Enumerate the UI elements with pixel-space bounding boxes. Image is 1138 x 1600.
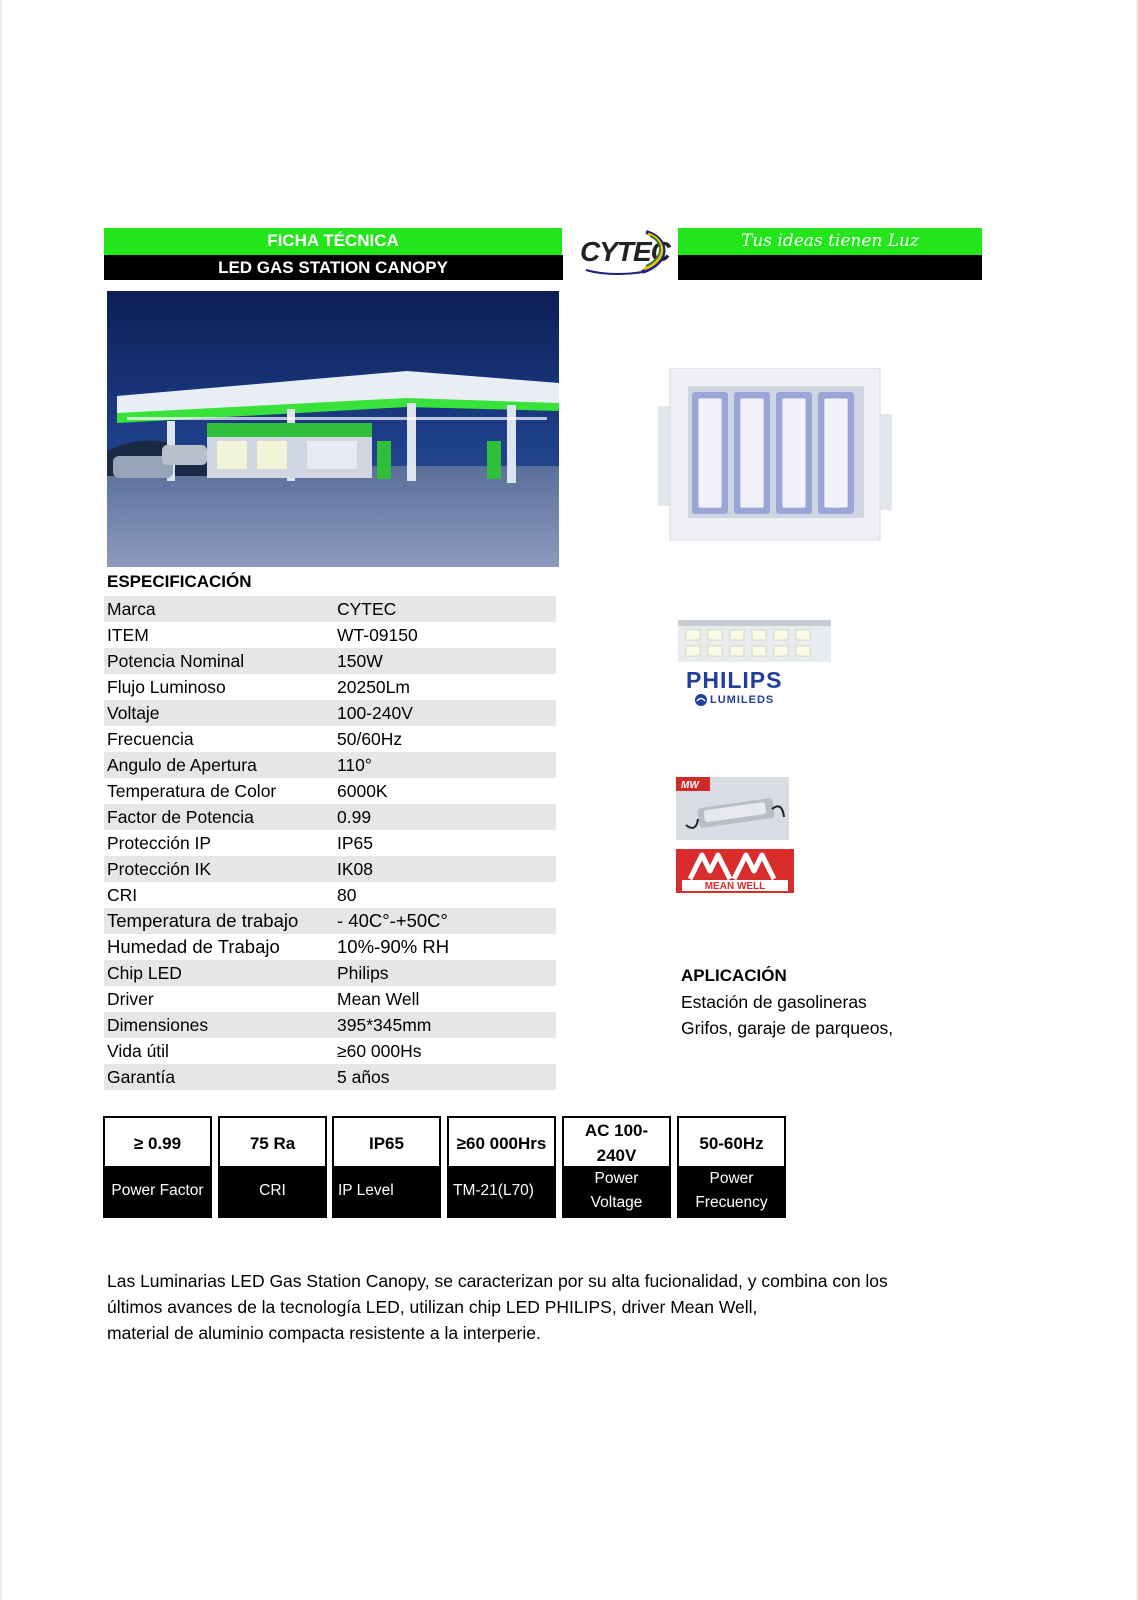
spec-value: WT-09150 bbox=[337, 624, 418, 645]
lumileds-icon bbox=[694, 693, 708, 707]
spec-value: CYTEC bbox=[337, 598, 397, 619]
lumileds-logo: LUMILEDS bbox=[710, 694, 775, 706]
meanwell-logo bbox=[676, 849, 794, 893]
logo-swoosh-icon bbox=[576, 224, 676, 276]
spec-label: Angulo de Apertura bbox=[107, 754, 257, 775]
spec-label: Protección IK bbox=[107, 858, 212, 879]
spec-row bbox=[104, 622, 556, 648]
description-line: Las Luminarias LED Gas Station Canopy, se caracterizan por su alta fucionalidad, y combina con los bbox=[107, 1271, 888, 1291]
spec-row bbox=[104, 986, 556, 1012]
header-black-band-right bbox=[678, 255, 982, 280]
spec-label: Chip LED bbox=[107, 962, 182, 983]
badge-cri bbox=[218, 1116, 327, 1218]
badge-value: 50-60Hz bbox=[679, 1118, 784, 1168]
spec-value: IP65 bbox=[337, 832, 373, 853]
spec-value: 395*345mm bbox=[337, 1014, 432, 1035]
spec-value: 0.99 bbox=[337, 806, 372, 827]
badge-caption: IP Level bbox=[334, 1166, 439, 1216]
badge-ip-level bbox=[332, 1116, 441, 1218]
spec-value: - 40C°-+50C° bbox=[337, 910, 448, 931]
spec-row bbox=[104, 674, 556, 700]
badge-frequency bbox=[677, 1116, 786, 1218]
product-luminaire-image bbox=[654, 368, 894, 544]
application-line: Grifos, garaje de parqueos, bbox=[681, 1018, 894, 1038]
spec-label: Vida útil bbox=[107, 1040, 169, 1061]
spec-value: 20250Lm bbox=[337, 676, 410, 697]
badge-value: 75 Ra bbox=[220, 1118, 325, 1168]
spec-label: Flujo Luminoso bbox=[107, 676, 226, 697]
spec-label: Driver bbox=[107, 988, 154, 1009]
spec-value: 5 años bbox=[337, 1066, 390, 1087]
spec-row bbox=[104, 1064, 556, 1090]
spec-label: Frecuencia bbox=[107, 728, 194, 749]
spec-row bbox=[104, 830, 556, 856]
spec-label: CRI bbox=[107, 884, 138, 905]
brand-slogan: Tus ideas tienen Luz bbox=[741, 231, 919, 251]
spec-row bbox=[104, 856, 556, 882]
cytec-logo bbox=[576, 224, 676, 276]
philips-logo: PHILIPS bbox=[686, 667, 783, 693]
badge-caption: Power Voltage bbox=[564, 1166, 669, 1216]
badge-value: AC 100-240V bbox=[564, 1118, 669, 1168]
meanwell-driver-image bbox=[676, 777, 789, 840]
badge-voltage bbox=[562, 1116, 671, 1218]
spec-label: Temperatura de Color bbox=[107, 780, 277, 801]
badge-value: IP65 bbox=[334, 1118, 439, 1168]
spec-table bbox=[104, 596, 556, 1090]
spec-label: Marca bbox=[107, 598, 156, 619]
spec-value: IK08 bbox=[337, 858, 373, 879]
badge-caption: Power Frecuency bbox=[679, 1166, 784, 1216]
spec-value: 80 bbox=[337, 884, 357, 905]
spec-label: Garantía bbox=[107, 1066, 176, 1087]
spec-row bbox=[104, 960, 556, 986]
spec-row bbox=[104, 804, 556, 830]
spec-label: Factor de Potencia bbox=[107, 806, 254, 827]
spec-value: 110° bbox=[337, 754, 372, 775]
spec-row bbox=[104, 752, 556, 778]
badge-caption: TM-21(L70) bbox=[449, 1166, 554, 1216]
spec-row bbox=[104, 1038, 556, 1064]
spec-row bbox=[104, 1012, 556, 1038]
product-description bbox=[107, 1268, 927, 1346]
spec-row bbox=[104, 908, 556, 934]
description-line: material de aluminio compacta resistente a la interperie. bbox=[107, 1323, 541, 1343]
spec-label: Potencia Nominal bbox=[107, 650, 245, 671]
spec-row bbox=[104, 648, 556, 674]
spec-value: 50/60Hz bbox=[337, 728, 403, 749]
spec-row bbox=[104, 882, 556, 908]
spec-heading: ESPECIFICACIÓN bbox=[107, 572, 252, 591]
meanwell-logo-text: MEAN WELL bbox=[704, 881, 766, 892]
spec-value: 10%-90% RH bbox=[337, 936, 450, 957]
spec-row bbox=[104, 596, 556, 622]
description-line: últimos avances de la tecnología LED, utilizan chip LED PHILIPS, driver Mean Well, bbox=[107, 1297, 758, 1317]
badge-value: ≥ 0.99 bbox=[105, 1118, 210, 1168]
spec-label: Dimensiones bbox=[107, 1014, 209, 1035]
spec-label: Temperatura de trabajo bbox=[107, 910, 299, 931]
badge-value: ≥60 000Hrs bbox=[449, 1118, 554, 1168]
mw-small-text: MW bbox=[681, 780, 699, 791]
spec-value: Philips bbox=[337, 962, 389, 983]
application-line: Estación de gasolineras bbox=[681, 992, 867, 1012]
badge-power-factor bbox=[103, 1116, 212, 1218]
document-title: FICHA TÉCNICA bbox=[267, 231, 399, 250]
spec-row bbox=[104, 700, 556, 726]
philips-led-chip-image bbox=[678, 620, 831, 662]
spec-row bbox=[104, 934, 556, 960]
spec-label: Voltaje bbox=[107, 702, 160, 723]
application-heading: APLICACIÓN bbox=[681, 966, 787, 985]
spec-label: Protección IP bbox=[107, 832, 212, 853]
cytec-logo-text: CYTEC bbox=[580, 236, 670, 267]
spec-value: ≥60 000Hs bbox=[337, 1040, 422, 1061]
spec-row bbox=[104, 726, 556, 752]
spec-label: Humedad de Trabajo bbox=[107, 936, 280, 957]
badge-caption: Power Factor bbox=[105, 1166, 210, 1216]
spec-value: 100-240V bbox=[337, 702, 413, 723]
badge-lifetime bbox=[447, 1116, 556, 1218]
document-subtitle: LED GAS STATION CANOPY bbox=[218, 258, 448, 277]
spec-row bbox=[104, 778, 556, 804]
gas-station-photo bbox=[107, 291, 559, 567]
spec-value: 6000K bbox=[337, 780, 388, 801]
spec-value: Mean Well bbox=[337, 988, 420, 1009]
spec-label: ITEM bbox=[107, 624, 149, 645]
badge-caption: CRI bbox=[220, 1166, 325, 1216]
spec-value: 150W bbox=[337, 650, 383, 671]
